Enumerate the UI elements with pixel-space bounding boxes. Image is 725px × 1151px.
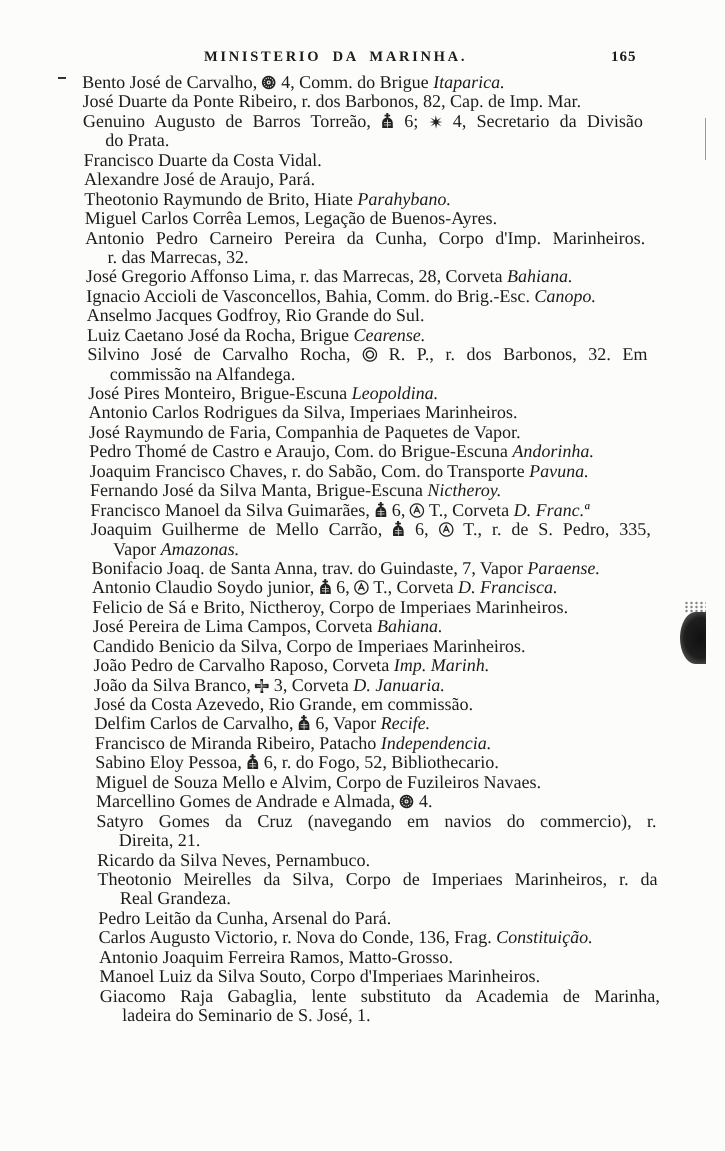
- directory-entry: [96, 812, 657, 851]
- directory-entry: [89, 442, 649, 461]
- entry-text: Bonifacio Joaq. de Santa Anna, trav. do Guindaste, 7, Vapor: [91, 557, 528, 578]
- entry-text: Felicio de Sá e Brito, Nictheroy, Corpo de Imperiaes Marinheiros.: [92, 596, 569, 617]
- directory-entry: [84, 170, 644, 189]
- entry-continuation-line: [100, 1006, 660, 1025]
- directory-entry: [96, 792, 656, 811]
- entry-text: Alexandre José de Araujo, Pará.: [83, 169, 316, 190]
- entry-line: [99, 967, 659, 986]
- directory-entry: [90, 501, 650, 520]
- entry-text: 4, Comm. do Brigue: [276, 72, 434, 92]
- directory-entry: [93, 637, 653, 656]
- entry-text: José da Costa Azevedo, Rio Grande, em commissão.: [93, 694, 474, 714]
- directory-entry: [95, 773, 655, 792]
- christ-decoration-icon: [392, 521, 405, 537]
- entry-continuation-line: [97, 831, 657, 850]
- directory-entry: [99, 967, 659, 986]
- entry-line: [86, 267, 646, 286]
- entry-text: Carlos Augusto Victorio, r. Nova do Conde, 136, Frag.: [98, 927, 497, 948]
- entry-line: [85, 229, 645, 248]
- entry-line: [95, 753, 655, 772]
- entry-text: Ignacio Accioli de Vasconcellos, Bahia, Comm. do Brig.-Esc.: [86, 285, 535, 306]
- entry-line: [96, 812, 656, 831]
- entry-text: Luiz Caetano José da Rocha, Brigue: [86, 324, 354, 345]
- entry-text: Theotonio Meirelles da Silva, Corpo de Imperiaes Marinheiros, r. da: [97, 868, 658, 889]
- entry-text: José Pires Monteiro, Brigue-Escuna: [87, 383, 352, 403]
- entry-line: [94, 695, 654, 714]
- entry-line: [89, 462, 649, 481]
- directory-entry: [85, 229, 646, 268]
- entry-text: Francisco de Miranda Ribeiro, Patacho: [94, 732, 381, 753]
- entry-line: [88, 403, 648, 422]
- circled-ring-decoration-icon: [362, 347, 377, 362]
- entry-text: do Prata.: [105, 130, 170, 151]
- entry-italic-text: Bahiana.: [376, 616, 443, 637]
- entry-text: Manoel Luiz da Silva Souto, Corpo d'Imperiaes Marinheiros.: [99, 966, 541, 987]
- entry-line: [92, 598, 652, 617]
- entry-text: José Raymundo de Faria, Companhia de Paquetes de Vapor.: [88, 421, 521, 442]
- entry-text: Miguel Carlos Corrêa Lemos, Legação de Buenos-Ayres.: [84, 208, 498, 229]
- directory-entry: [98, 928, 658, 947]
- christ-decoration-icon: [319, 579, 332, 595]
- entry-text: Genuino Augusto de Barros Torreão,: [82, 110, 382, 131]
- page-number: 165: [611, 49, 637, 65]
- entry-italic-text: Parahybano.: [357, 188, 452, 209]
- christ-decoration-icon: [381, 113, 394, 129]
- entry-text: Sabino Eloy Pessoa,: [95, 752, 247, 773]
- circled-a-decoration-icon: [354, 580, 369, 595]
- entry-text: José Gregorio Affonso Lima, r. das Marrecas, 28, Corveta: [85, 266, 508, 287]
- directory-entry: [97, 851, 657, 870]
- entry-line: [87, 326, 647, 345]
- entry-italic-text: D. Januaria.: [353, 674, 445, 695]
- entry-text: Delfim Carlos de Carvalho,: [94, 713, 299, 734]
- entry-line: [95, 734, 655, 753]
- directory-entry: [92, 578, 652, 597]
- entry-line: [100, 987, 660, 1006]
- entry-line: [98, 928, 658, 947]
- entry-line: [97, 870, 657, 889]
- entry-text: Direita, 21.: [118, 830, 201, 851]
- entry-italic-text: Imp. Marinh.: [393, 655, 490, 676]
- entry-text: Candido Benicio da Silva, Corpo de Imperiaes Marinheiros.: [92, 635, 526, 656]
- rose-decoration-icon: [262, 75, 277, 90]
- entry-continuation-line: [83, 131, 643, 150]
- entry-line: [90, 501, 650, 520]
- entry-italic-text: Cearense.: [353, 324, 426, 345]
- entry-italic-text: Canopo.: [534, 285, 597, 306]
- entry-text: João da Silva Branco,: [93, 674, 256, 695]
- directory-entry: [87, 345, 648, 384]
- directory-entry: [90, 481, 650, 500]
- directory-entry: [82, 92, 642, 111]
- christ-decoration-icon: [246, 754, 259, 770]
- entry-text: Anselmo Jacques Godfroy, Rio Grande do Sul.: [86, 305, 425, 326]
- entry-italic-text: Andorinha.: [512, 441, 595, 462]
- entry-text: ladeira do Seminario de S. José, 1.: [121, 1005, 371, 1025]
- entry-text: Vapor: [112, 538, 161, 559]
- entry-italic-text: Constituição.: [495, 927, 593, 948]
- entry-line: [94, 714, 654, 733]
- directory-entry: [100, 987, 661, 1026]
- entry-text: T., r. de S. Pedro, 335,: [453, 519, 651, 540]
- entry-line: [99, 948, 659, 967]
- entry-line: [83, 151, 643, 170]
- entry-line: [86, 287, 646, 306]
- entry-text: Joaquim Francisco Chaves, r. do Sabão, Com. do Transporte: [89, 460, 530, 481]
- star-decoration-icon: [428, 115, 442, 129]
- entry-line: [92, 617, 652, 636]
- directory-entry: [98, 909, 658, 928]
- entry-italic-text: Paraense.: [527, 557, 601, 578]
- entry-text: Antonio Joaquim Ferreira Ramos, Matto-Grosso.: [98, 946, 454, 967]
- entry-italic-text: Itaparica.: [432, 72, 505, 92]
- directory-entry: [95, 753, 655, 772]
- directory-entry: [86, 306, 646, 325]
- directory-entry: [95, 734, 655, 753]
- entry-line: [84, 170, 644, 189]
- entry-line: [85, 209, 645, 228]
- christ-decoration-icon: [374, 502, 387, 518]
- entry-text: 6;: [393, 110, 429, 131]
- directory-entry: [82, 73, 642, 92]
- entry-text: Real Grandeza.: [119, 888, 231, 909]
- entry-text: 6, r. do Fogo, 52, Bibliothecario.: [259, 752, 499, 773]
- entry-italic-text: Nictheroy.: [427, 480, 502, 501]
- entry-text: 6,: [404, 519, 439, 540]
- entry-line: [82, 92, 642, 111]
- directory-entry: [85, 209, 645, 228]
- entry-line: [89, 423, 649, 442]
- entry-continuation-line: [88, 365, 648, 384]
- entry-italic-text: D. Franc.ª: [513, 499, 590, 520]
- entry-text: 3, Corveta: [269, 674, 354, 695]
- entry-text: José Duarte da Ponte Ribeiro, r. dos Barbonos, 82, Cap. de Imp. Mar.: [82, 91, 582, 112]
- entry-text: Francisco Duarte da Costa Vidal.: [83, 149, 322, 170]
- entry-italic-text: Pavuna.: [528, 460, 589, 481]
- entry-line: [93, 637, 653, 656]
- entry-text: T., Corveta: [424, 499, 514, 520]
- christ-decoration-icon: [298, 715, 311, 731]
- entry-line: [92, 578, 652, 597]
- directory-entry: [86, 287, 646, 306]
- entry-line: [91, 559, 651, 578]
- page-edge-line: [705, 118, 706, 160]
- directory-entry: [88, 384, 648, 403]
- entry-continuation-line: [91, 540, 651, 559]
- entry-line: [98, 909, 658, 928]
- directory-entry: [93, 656, 653, 675]
- entry-italic-text: Independencia.: [380, 732, 492, 753]
- entry-text: João Pedro de Carvalho Raposo, Corveta: [93, 655, 394, 676]
- directory-entry: [87, 326, 647, 345]
- rose-decoration-icon: [399, 794, 414, 809]
- directory-entry: [99, 948, 659, 967]
- entry-text: Ricardo da Silva Neves, Pernambuco.: [96, 849, 371, 870]
- entry-text: Antonio Pedro Carneiro Pereira da Cunha, Corpo d'Imp. Marinheiros.: [84, 227, 646, 248]
- entry-text: 6,: [387, 499, 410, 520]
- entry-text: T., Corveta: [368, 577, 459, 598]
- entry-italic-text: Amazonas.: [160, 538, 240, 559]
- directory-entry: [94, 714, 654, 733]
- entry-text: Fernando José da Silva Manta, Brigue-Escuna: [89, 480, 428, 501]
- entry-line: [88, 384, 648, 403]
- entry-line: [84, 190, 644, 209]
- entry-italic-text: Bahiana.: [506, 266, 573, 287]
- entry-text: 4.: [414, 791, 433, 812]
- entry-line: [91, 520, 651, 539]
- directory-entry: [91, 559, 651, 578]
- entry-text: R. P., r. dos Barbonos, 32. Em: [376, 344, 648, 365]
- entry-text: Satyro Gomes da Cruz (navegando em navios do commercio), r.: [96, 810, 657, 831]
- entry-line: [87, 345, 647, 364]
- entry-line: [86, 306, 646, 325]
- entry-text: Giacomo Raja Gabaglia, lente substituto da Academia de Marinha,: [99, 985, 660, 1006]
- entry-italic-text: Leopoldina.: [351, 383, 439, 403]
- entry-line: [95, 773, 655, 792]
- entry-text: Pedro Thomé de Castro e Araujo, Com. do Brigue-Escuna: [89, 441, 513, 462]
- entry-text: 6, Vapor: [310, 713, 381, 734]
- directory-entry: [94, 676, 654, 695]
- entry-text: r. das Marrecas, 32.: [107, 246, 249, 267]
- entry-line: [82, 73, 642, 92]
- directory-entry: [92, 598, 652, 617]
- entry-continuation-line: [98, 889, 658, 908]
- directory-entry: [86, 267, 646, 286]
- directory-entry: [91, 520, 652, 559]
- entry-text: Bento José de Carvalho,: [81, 72, 262, 92]
- circled-a-decoration-icon: [410, 503, 425, 518]
- entry-line: [97, 851, 657, 870]
- personnel-directory-list: [82, 73, 660, 1025]
- entry-text: Silvino José de Carvalho Rocha,: [87, 344, 363, 365]
- directory-entry: [84, 190, 644, 209]
- entry-italic-text: Recife.: [380, 713, 431, 734]
- directory-entry: [89, 462, 649, 481]
- entry-line: [94, 676, 654, 695]
- entry-text: Miguel de Souza Mello e Alvim, Corpo de Fuzileiros Navaes.: [95, 771, 542, 792]
- entry-line: [83, 112, 643, 131]
- entry-text: 4, Secretario da Divisão: [442, 110, 644, 131]
- directory-entry: [94, 695, 654, 714]
- entry-text: 6,: [331, 577, 355, 598]
- entry-text: José Pereira de Lima Campos, Corveta: [92, 616, 378, 637]
- binding-ink-blot: [680, 612, 706, 664]
- entry-line: [89, 442, 649, 461]
- circled-a-decoration-icon: [438, 522, 453, 537]
- entry-italic-text: D. Francisca.: [457, 577, 558, 598]
- entry-text: Antonio Carlos Rodrigues da Silva, Imperiaes Marinheiros.: [88, 402, 518, 423]
- entry-text: Theotonio Raymundo de Brito, Hiate: [84, 188, 358, 209]
- directory-entry: [83, 112, 644, 151]
- entry-text: Marcellino Gomes de Andrade e Almada,: [95, 791, 400, 812]
- directory-entry: [88, 403, 648, 422]
- entry-text: Pedro Leitão da Cunha, Arsenal do Pará.: [98, 907, 392, 928]
- cross-pattee-decoration-icon: [255, 679, 269, 693]
- entry-text: Francisco Manoel da Silva Guimarães,: [90, 499, 375, 520]
- running-head-title: MINISTERIO DA MARINHA.: [204, 49, 468, 65]
- directory-entry: [89, 423, 649, 442]
- directory-entry: [92, 617, 652, 636]
- entry-text: Joaquim Guilherme de Mello Carrão,: [90, 519, 393, 540]
- entry-line: [96, 792, 656, 811]
- directory-entry: [97, 870, 658, 909]
- entry-text: Antonio Claudio Soydo junior,: [91, 577, 319, 598]
- entry-text: commissão na Alfandega.: [109, 363, 296, 384]
- directory-entry: [83, 151, 643, 170]
- margin-mark: [58, 77, 66, 79]
- entry-line: [90, 481, 650, 500]
- entry-line: [93, 656, 653, 675]
- entry-continuation-line: [85, 248, 645, 267]
